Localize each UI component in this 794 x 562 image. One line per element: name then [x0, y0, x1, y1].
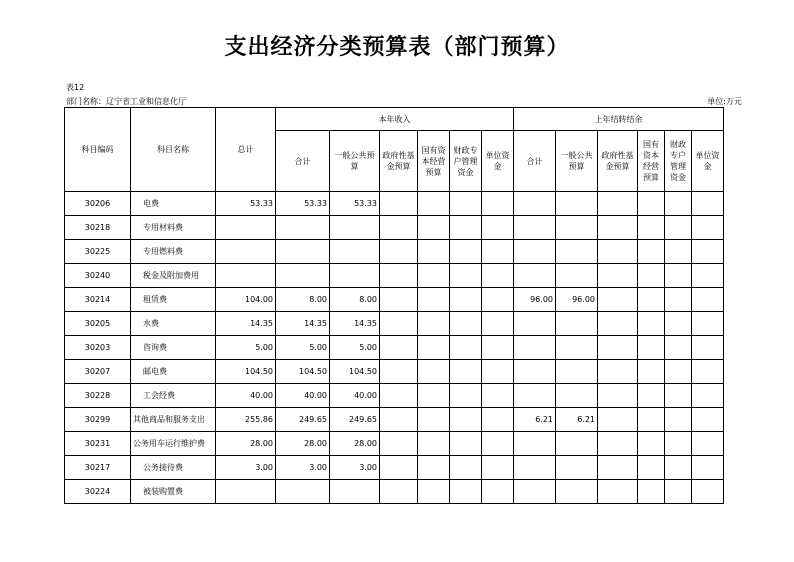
cell-carry-state-capital: [638, 216, 665, 240]
cell-carry-total: [514, 264, 556, 288]
cell-carry-unit: [692, 456, 724, 480]
cell-carry-unit: [692, 240, 724, 264]
header-carry-col: 单位资金: [692, 131, 724, 192]
header-income-group: 本年收入: [276, 108, 514, 131]
cell-carry-unit: [692, 408, 724, 432]
cell-name: 电费: [131, 192, 216, 216]
cell-carry-general: [556, 384, 598, 408]
header-income-col: 国有资本经营预算: [418, 131, 450, 192]
cell-code: 30299: [65, 408, 131, 432]
cell-income-general: [330, 216, 380, 240]
header-income-col: 政府性基金预算: [380, 131, 418, 192]
cell-name: 租赁费: [131, 288, 216, 312]
cell-carry-fund: [598, 264, 638, 288]
cell-carry-unit: [692, 360, 724, 384]
header-carry-col: 国有资本经营预算: [638, 131, 665, 192]
cell-carry-unit: [692, 312, 724, 336]
table-row: [65, 432, 724, 456]
header-income-col: 财政专户管理资金: [450, 131, 482, 192]
cell-code: 30228: [65, 384, 131, 408]
table-body: [65, 192, 724, 504]
cell-total: 5.00: [216, 336, 276, 360]
cell-carry-total: [514, 360, 556, 384]
cell-carry-total: [514, 216, 556, 240]
table-row: [65, 312, 724, 336]
cell-carry-general: [556, 432, 598, 456]
cell-carry-general: [556, 192, 598, 216]
cell-total: [216, 216, 276, 240]
cell-income-special-account: [450, 216, 482, 240]
page-title: 支出经济分类预算表（部门预算）: [224, 34, 570, 60]
table-row: [65, 336, 724, 360]
table-row: [65, 384, 724, 408]
cell-income-state-capital: [418, 384, 450, 408]
cell-income-state-capital: [418, 312, 450, 336]
cell-income-total: [276, 264, 330, 288]
cell-income-fund: [380, 336, 418, 360]
cell-income-general: 28.00: [330, 432, 380, 456]
table-row: [65, 360, 724, 384]
cell-income-general: [330, 480, 380, 504]
cell-carry-general: [556, 216, 598, 240]
cell-income-unit: [482, 240, 514, 264]
cell-carry-unit: [692, 288, 724, 312]
cell-carry-unit: [692, 336, 724, 360]
cell-name: 邮电费: [131, 360, 216, 384]
cell-income-unit: [482, 480, 514, 504]
cell-carry-state-capital: [638, 360, 665, 384]
cell-carry-state-capital: [638, 288, 665, 312]
cell-name: 税金及附加费用: [131, 264, 216, 288]
cell-carry-special-account: [665, 408, 692, 432]
cell-income-fund: [380, 480, 418, 504]
header-name: 科目名称: [131, 108, 216, 192]
cell-income-unit: [482, 264, 514, 288]
cell-carry-special-account: [665, 264, 692, 288]
cell-carry-state-capital: [638, 264, 665, 288]
cell-income-total: [276, 240, 330, 264]
cell-carry-total: 96.00: [514, 288, 556, 312]
cell-income-unit: [482, 312, 514, 336]
cell-carry-state-capital: [638, 384, 665, 408]
cell-income-fund: [380, 192, 418, 216]
cell-income-fund: [380, 216, 418, 240]
cell-carry-general: 6.21: [556, 408, 598, 432]
cell-carry-total: [514, 384, 556, 408]
cell-carry-general: [556, 360, 598, 384]
cell-income-total: 28.00: [276, 432, 330, 456]
cell-carry-special-account: [665, 336, 692, 360]
cell-income-general: 40.00: [330, 384, 380, 408]
cell-carry-total: [514, 312, 556, 336]
cell-carry-fund: [598, 384, 638, 408]
cell-income-state-capital: [418, 456, 450, 480]
cell-total: 255.86: [216, 408, 276, 432]
cell-carry-fund: [598, 336, 638, 360]
cell-carry-special-account: [665, 432, 692, 456]
cell-carry-unit: [692, 264, 724, 288]
cell-carry-state-capital: [638, 312, 665, 336]
cell-carry-special-account: [665, 312, 692, 336]
table-row: [65, 288, 724, 312]
cell-total: 3.00: [216, 456, 276, 480]
cell-income-general: 3.00: [330, 456, 380, 480]
table-row: [65, 240, 724, 264]
cell-carry-special-account: [665, 192, 692, 216]
cell-income-state-capital: [418, 336, 450, 360]
cell-income-general: [330, 264, 380, 288]
cell-carry-total: 6.21: [514, 408, 556, 432]
table-row: [65, 408, 724, 432]
cell-carry-total: [514, 480, 556, 504]
cell-income-fund: [380, 288, 418, 312]
cell-carry-state-capital: [638, 432, 665, 456]
cell-name: 工会经费: [131, 384, 216, 408]
header-carry-col: 一般公共预算: [556, 131, 598, 192]
cell-income-special-account: [450, 456, 482, 480]
cell-code: 30224: [65, 480, 131, 504]
cell-income-unit: [482, 360, 514, 384]
table-row: [65, 192, 724, 216]
cell-income-unit: [482, 336, 514, 360]
cell-name: 专用燃料费: [131, 240, 216, 264]
cell-income-general: 8.00: [330, 288, 380, 312]
cell-carry-general: [556, 264, 598, 288]
cell-carry-total: [514, 240, 556, 264]
header-income-col: 一般公共预算: [330, 131, 380, 192]
cell-total: [216, 264, 276, 288]
cell-code: 30225: [65, 240, 131, 264]
cell-income-special-account: [450, 264, 482, 288]
cell-income-total: 3.00: [276, 456, 330, 480]
cell-income-general: 249.65: [330, 408, 380, 432]
cell-total: [216, 240, 276, 264]
cell-name: 专用材料费: [131, 216, 216, 240]
cell-income-unit: [482, 456, 514, 480]
cell-carry-unit: [692, 432, 724, 456]
cell-code: 30207: [65, 360, 131, 384]
cell-code: 30206: [65, 192, 131, 216]
cell-carry-fund: [598, 480, 638, 504]
cell-carry-fund: [598, 240, 638, 264]
cell-income-fund: [380, 360, 418, 384]
cell-income-unit: [482, 288, 514, 312]
cell-carry-total: [514, 192, 556, 216]
cell-income-unit: [482, 384, 514, 408]
cell-income-state-capital: [418, 264, 450, 288]
cell-income-total: 249.65: [276, 408, 330, 432]
cell-income-state-capital: [418, 240, 450, 264]
cell-carry-fund: [598, 456, 638, 480]
cell-carry-fund: [598, 312, 638, 336]
cell-income-fund: [380, 408, 418, 432]
cell-income-total: 40.00: [276, 384, 330, 408]
cell-income-special-account: [450, 192, 482, 216]
cell-income-unit: [482, 216, 514, 240]
header-total: 总计: [216, 108, 276, 192]
cell-income-total: [276, 480, 330, 504]
cell-carry-special-account: [665, 384, 692, 408]
cell-income-total: 5.00: [276, 336, 330, 360]
cell-income-special-account: [450, 384, 482, 408]
cell-income-fund: [380, 240, 418, 264]
cell-carry-unit: [692, 384, 724, 408]
cell-income-special-account: [450, 360, 482, 384]
cell-name: 公务接待费: [131, 456, 216, 480]
cell-carry-unit: [692, 192, 724, 216]
cell-carry-fund: [598, 192, 638, 216]
table-row: [65, 480, 724, 504]
cell-income-state-capital: [418, 192, 450, 216]
cell-income-state-capital: [418, 288, 450, 312]
cell-carry-unit: [692, 216, 724, 240]
cell-total: 40.00: [216, 384, 276, 408]
cell-income-general: 53.33: [330, 192, 380, 216]
cell-carry-special-account: [665, 216, 692, 240]
cell-carry-total: [514, 336, 556, 360]
cell-income-unit: [482, 408, 514, 432]
header-carry-col: 财政专户管理资金: [665, 131, 692, 192]
cell-code: 30214: [65, 288, 131, 312]
cell-income-general: 5.00: [330, 336, 380, 360]
table-row: [65, 264, 724, 288]
table-row: [65, 216, 724, 240]
cell-income-general: 14.35: [330, 312, 380, 336]
cell-income-state-capital: [418, 432, 450, 456]
cell-total: 28.00: [216, 432, 276, 456]
cell-income-state-capital: [418, 480, 450, 504]
cell-carry-state-capital: [638, 480, 665, 504]
cell-income-state-capital: [418, 360, 450, 384]
cell-income-general: [330, 240, 380, 264]
cell-carry-state-capital: [638, 240, 665, 264]
cell-code: 30203: [65, 336, 131, 360]
department-name: 部门名称：辽宁省工业和信息化厅: [66, 97, 186, 106]
cell-income-state-capital: [418, 216, 450, 240]
cell-carry-special-account: [665, 288, 692, 312]
cell-carry-fund: [598, 288, 638, 312]
budget-table: [64, 107, 724, 504]
cell-total: 53.33: [216, 192, 276, 216]
cell-total: 104.00: [216, 288, 276, 312]
cell-carry-general: [556, 480, 598, 504]
cell-total: [216, 480, 276, 504]
cell-carry-special-account: [665, 480, 692, 504]
cell-code: 30240: [65, 264, 131, 288]
cell-carry-special-account: [665, 456, 692, 480]
cell-code: 30205: [65, 312, 131, 336]
cell-carry-special-account: [665, 360, 692, 384]
cell-income-special-account: [450, 336, 482, 360]
cell-carry-total: [514, 432, 556, 456]
header-carry-col: 合计: [514, 131, 556, 192]
cell-income-special-account: [450, 408, 482, 432]
cell-income-total: 14.35: [276, 312, 330, 336]
cell-income-fund: [380, 312, 418, 336]
cell-income-special-account: [450, 240, 482, 264]
cell-carry-general: [556, 312, 598, 336]
cell-name: 公务用车运行维护费: [131, 432, 216, 456]
cell-income-fund: [380, 432, 418, 456]
cell-income-special-account: [450, 432, 482, 456]
header-income-col: 单位资金: [482, 131, 514, 192]
cell-code: 30218: [65, 216, 131, 240]
cell-carry-general: 96.00: [556, 288, 598, 312]
cell-carry-general: [556, 240, 598, 264]
cell-name: 咨询费: [131, 336, 216, 360]
cell-total: 104.50: [216, 360, 276, 384]
cell-income-total: 104.50: [276, 360, 330, 384]
cell-name: 水费: [131, 312, 216, 336]
cell-carry-general: [556, 336, 598, 360]
cell-income-fund: [380, 456, 418, 480]
cell-code: 30217: [65, 456, 131, 480]
cell-income-unit: [482, 432, 514, 456]
cell-income-special-account: [450, 480, 482, 504]
header-carry-group: 上年结转结余: [514, 108, 724, 131]
cell-carry-state-capital: [638, 192, 665, 216]
cell-income-unit: [482, 192, 514, 216]
cell-code: 30231: [65, 432, 131, 456]
cell-carry-total: [514, 456, 556, 480]
table-row: [65, 456, 724, 480]
cell-name: 被装购置费: [131, 480, 216, 504]
cell-carry-fund: [598, 408, 638, 432]
cell-income-general: 104.50: [330, 360, 380, 384]
cell-carry-state-capital: [638, 456, 665, 480]
cell-carry-special-account: [665, 240, 692, 264]
header-income-col: 合计: [276, 131, 330, 192]
cell-income-total: [276, 216, 330, 240]
header-row-1: [65, 108, 724, 131]
table-number: 表12: [66, 83, 85, 92]
cell-carry-general: [556, 456, 598, 480]
unit-label: 单位:万元: [707, 97, 742, 106]
cell-income-state-capital: [418, 408, 450, 432]
cell-carry-state-capital: [638, 408, 665, 432]
cell-income-special-account: [450, 288, 482, 312]
cell-income-fund: [380, 264, 418, 288]
cell-income-total: 53.33: [276, 192, 330, 216]
cell-name: 其他商品和服务支出: [131, 408, 216, 432]
cell-carry-fund: [598, 432, 638, 456]
header-carry-col: 政府性基金预算: [598, 131, 638, 192]
cell-carry-fund: [598, 360, 638, 384]
cell-carry-state-capital: [638, 336, 665, 360]
cell-income-fund: [380, 384, 418, 408]
cell-carry-unit: [692, 480, 724, 504]
cell-income-special-account: [450, 312, 482, 336]
cell-total: 14.35: [216, 312, 276, 336]
cell-income-total: 8.00: [276, 288, 330, 312]
header-code: 科目编码: [65, 108, 131, 192]
cell-carry-fund: [598, 216, 638, 240]
